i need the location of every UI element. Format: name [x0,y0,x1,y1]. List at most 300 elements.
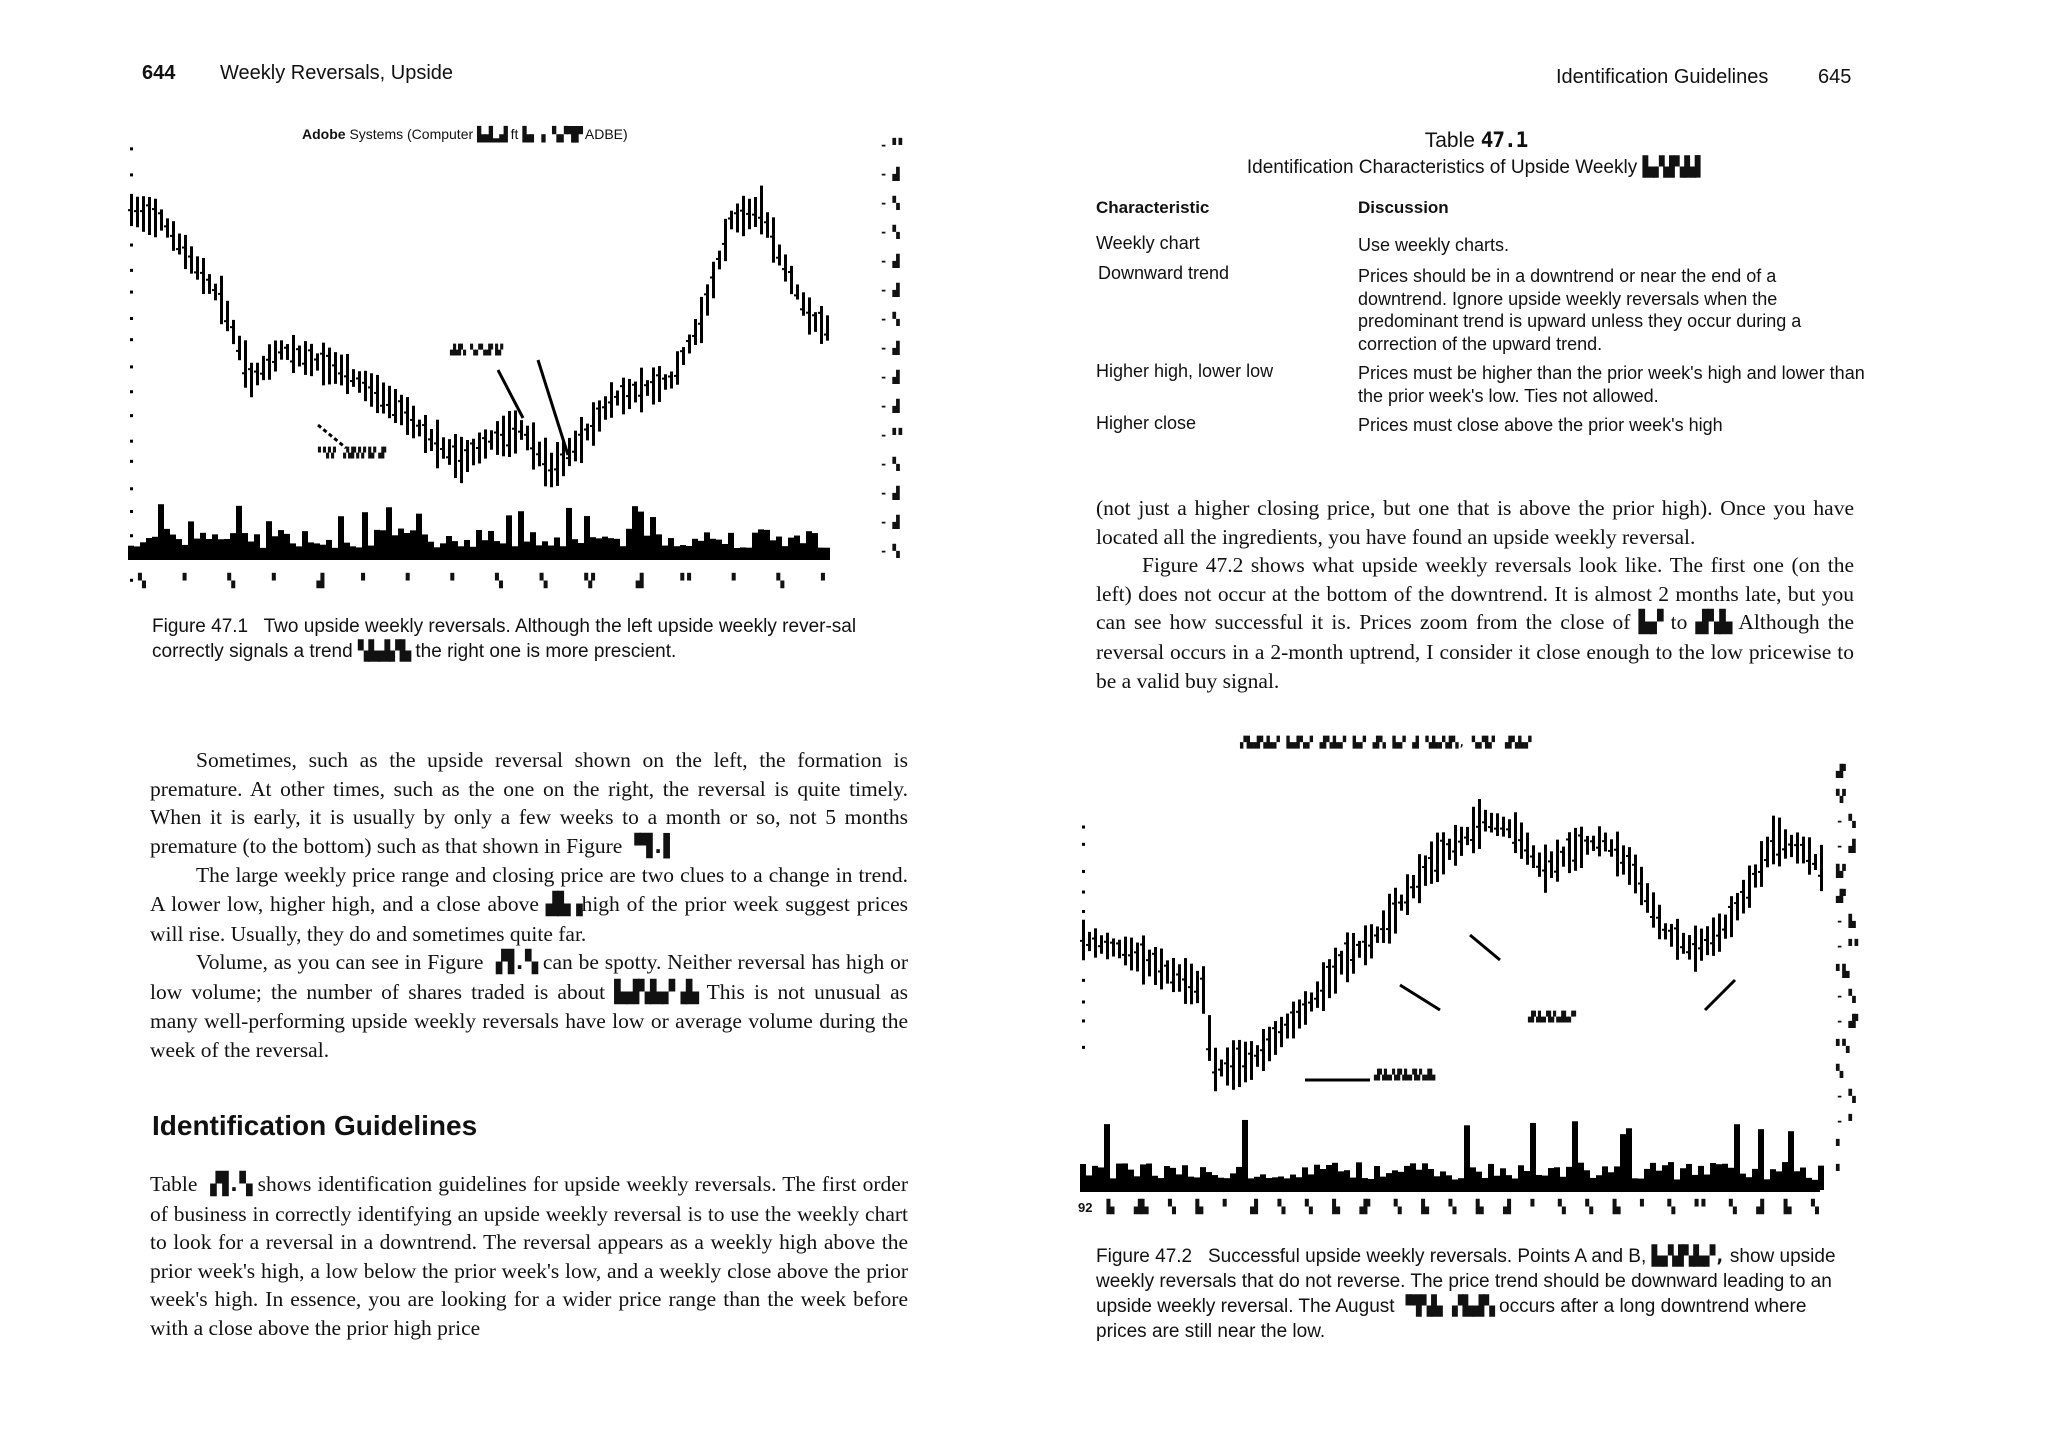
price-bar [310,344,313,376]
price-bar [736,204,739,233]
price-bar [1436,833,1439,882]
price-bar [328,348,331,385]
x-axis-tick-label: ▚ [138,574,145,589]
price-tick [650,381,653,383]
price-bar [1730,896,1733,937]
price-bar [1394,888,1397,934]
price-bar [1124,937,1127,966]
price-bar [1490,813,1493,833]
price-tick [1140,943,1143,945]
price-bar [682,347,685,365]
axis-dot [130,390,133,393]
price-tick [218,293,221,295]
axis-tick-label: - ▚ [1836,814,1855,828]
price-bar [1580,827,1583,868]
axis-dot [130,534,133,537]
price-tick [1728,906,1731,908]
price-bar [1166,960,1169,983]
price-bar [244,340,247,387]
price-bar [1820,845,1823,891]
price-bar [628,379,631,409]
price-tick [1368,945,1371,947]
paragraph-3: Volume, as you can see in Figure ▗▜.▚ can be spotty. Neither reversal has high or low volume; the number of shares traded is about ▙▟▚▙▞▗▙ This is not unusual as many well-performing upside weekly reversals have low or average volume during the week of the reversal. [150,950,908,1062]
price-tick [1536,866,1539,868]
x-axis-tick-label: ▚ [776,574,784,589]
price-bar [1484,810,1487,832]
price-bar [670,372,673,389]
volume-bar [1104,1124,1110,1190]
price-bar [1700,929,1703,961]
price-tick [236,350,239,352]
price-bar [148,197,151,235]
price-tick [320,353,323,355]
price-bar [652,367,655,404]
price-bar [1406,874,1409,915]
price-bar [370,373,373,406]
price-bar [1334,948,1337,994]
axis-tick-label: ▚ [1836,1064,1843,1078]
price-tick [386,404,389,406]
price-tick [572,451,575,453]
price-tick [764,221,767,223]
price-bar [1550,851,1553,878]
price-bar [1106,933,1109,960]
axis-dot [130,147,133,150]
price-tick [782,268,785,270]
price-bar [1562,847,1565,867]
x-axis-tick-label: ▘ [1639,1200,1647,1215]
x-axis-tick-label: ▘ [361,574,368,589]
price-tick [758,217,761,219]
price-tick [416,425,419,427]
price-tick [1818,875,1821,877]
price-tick [398,400,401,402]
price-tick [626,395,629,397]
price-bar [1760,841,1763,887]
price-tick [806,312,809,314]
price-tick [566,457,569,459]
price-tick [1530,856,1533,858]
axis-tick-label: ▘ [1836,1139,1843,1153]
price-tick [704,293,707,295]
price-tick [1794,844,1797,846]
volume-bar [158,504,164,560]
price-bar [454,434,457,478]
table-col-header-1: Characteristic [1096,198,1210,217]
axis-tick-label: ▙▘ [1836,864,1849,878]
axis-tick-label: - ▚ [880,225,899,239]
figure1-x-axis [138,574,828,589]
price-bar [1808,837,1811,874]
price-bar [250,363,253,397]
price-tick [1452,850,1455,852]
price-tick [500,434,503,436]
table-col-header-2: Discussion [1358,198,1449,217]
price-bar [1502,817,1505,837]
x-axis-tick-label: ▙ [1106,1200,1114,1215]
price-tick [1524,849,1527,851]
price-bar [1718,914,1721,952]
price-tick [1320,990,1323,992]
price-tick [1242,1065,1245,1067]
x-axis-tick-label: ▙ [1783,1200,1791,1215]
price-bar [724,219,727,261]
price-tick [1386,928,1389,930]
paragraph-2: The large weekly price range and closing price are two clues to a change in trend. A lower low, higher high, and a close above ▟▙▗high of the prior week suggest prices will rise. Usually, they do and sometimes quite far. [150,863,908,946]
axis-tick-label: - ▙ [1836,914,1855,928]
price-tick [1806,860,1809,862]
price-tick [602,406,605,408]
price-tick [530,447,533,449]
price-tick [1674,927,1677,929]
price-bar [1454,825,1457,866]
price-tick [458,460,461,462]
price-bar [1586,836,1589,855]
price-bar [754,197,757,227]
price-bar [1724,915,1727,939]
price-tick [266,359,269,361]
price-bar [1322,962,1325,1011]
price-bar [700,297,703,343]
price-tick [794,294,797,296]
price-bar [1478,799,1481,849]
price-tick [1434,870,1437,872]
axis-tick-label: ▘▙ [1836,964,1849,978]
x-axis-tick-label: ▙ [1612,1200,1620,1215]
table-row-1-char: Weekly chart [1096,233,1200,253]
price-bar [1544,845,1547,893]
price-tick [344,375,347,377]
figure1-annotation-right: ▟▟▚ ▚▞▚▟▘▙▘ [450,345,506,356]
price-tick [1128,954,1131,956]
right-body [1096,494,1854,695]
price-bar [1298,999,1301,1028]
price-tick [1566,838,1569,840]
price-bar [1568,832,1571,873]
axis-dot [130,440,133,443]
price-tick [608,401,611,403]
price-bar [1670,924,1673,947]
axis-tick-label: - ▟ [880,254,899,268]
price-bar [514,410,517,453]
x-axis-tick-label: ▘▘ [680,574,694,589]
x-axis-tick-label: ▘ [405,574,413,589]
price-bar [1742,880,1745,914]
price-tick [656,374,659,376]
price-tick [734,212,737,214]
price-tick [1248,1053,1251,1055]
price-tick [194,271,197,273]
axis-dot [130,338,133,341]
price-bar [1634,855,1637,894]
price-tick [1176,973,1179,975]
price-bar [1526,833,1529,865]
figure2-annotation-right: ▟▚▙▞▙▚▟▙▞▘ [1528,1012,1579,1023]
x-axis-tick-label: ▚ [1557,1200,1565,1215]
paragraph-right-1: (not just a higher closing price, but one that is above the prior high). Once you have located all the ingredients, you have found an upside weekly reversal. [1096,496,1854,549]
price-tick [1512,842,1515,844]
price-tick [662,378,665,380]
price-tick [1764,859,1767,861]
axis-dot [130,414,133,417]
price-tick [1170,981,1173,983]
x-axis-tick-label: ▘ [1530,1200,1538,1215]
price-bar [1382,910,1385,943]
price-tick [788,271,791,273]
price-tick [368,386,371,388]
price-bar [1712,917,1715,955]
price-tick [1656,917,1659,919]
price-bar [1688,935,1691,960]
price-tick [488,441,491,443]
price-tick [1488,826,1491,828]
price-tick [1080,940,1083,942]
price-bar [466,440,469,472]
price-tick [584,429,587,431]
price-bar [1274,1021,1277,1055]
axis-tick-label: - ▘▘ [1836,939,1861,953]
price-tick [170,235,173,237]
axis-dot [1082,843,1085,846]
x-axis-tick-label: ▚ [1810,1200,1818,1215]
axis-tick-label: - ▟ [880,515,899,529]
axis-dot [130,365,133,368]
price-tick [374,392,377,394]
price-tick [452,445,455,447]
price-tick [338,372,341,374]
price-bar [718,251,721,270]
price-tick [1404,901,1407,903]
x-axis-tick-label: ▙ [1195,1200,1203,1215]
price-tick [1122,954,1125,956]
price-bar [1736,893,1739,920]
axis-dot [1082,1046,1085,1049]
price-bar [1694,926,1697,972]
price-tick [1458,841,1461,843]
volume-baseline [1080,1184,1820,1192]
price-tick [1410,886,1413,888]
price-tick [1362,941,1365,943]
price-tick [1650,916,1653,918]
price-bar [1640,867,1643,905]
price-tick [1686,951,1689,953]
price-bar [826,315,829,340]
price-tick [800,308,803,310]
volume-bar [1788,1131,1794,1190]
price-bar [1418,854,1421,903]
price-bar [1388,894,1391,944]
price-bar [598,400,601,431]
price-tick [644,384,647,386]
price-tick [1158,970,1161,972]
price-tick [1596,847,1599,849]
price-tick [1782,848,1785,850]
price-bar [586,424,589,441]
price-bar [1346,932,1349,982]
x-axis-tick-label: ▟ [1250,1200,1257,1215]
page-number-right: 645 [1818,66,1852,88]
price-bar [1148,950,1151,977]
axis-tick-label: - ▚ [880,312,899,326]
table-row-4-disc: Prices must close above the prior week's high [1358,415,1723,435]
x-axis-tick-label: ▚ [227,574,235,589]
price-bar [292,335,295,373]
price-bar [1748,866,1751,908]
price-tick [1098,945,1101,947]
x-axis-tick-label: ▟▙ [1133,1200,1148,1215]
price-tick [1644,900,1647,902]
x-axis-tick-label: ▟▘ [1359,1200,1374,1215]
price-bar [1496,813,1499,836]
price-bar [1196,971,1199,1003]
price-bar [1238,1040,1241,1087]
price-tick [1218,1069,1221,1071]
price-tick [446,456,449,458]
price-bar [214,284,217,301]
price-tick [1086,944,1089,946]
price-tick [698,323,701,325]
price-tick [1560,851,1563,853]
price-bar [1796,832,1799,863]
volume-bar [1242,1120,1248,1190]
price-bar [274,341,277,372]
price-bar [1364,925,1367,965]
price-bar [712,262,715,299]
price-bar [1226,1047,1229,1085]
figure1-caption: Figure 47.1 Two upside weekly reversals. Although the left upside weekly rever-sal correctly signals a trend ▚▙▟▞▙ the right one is more prescient. [152,616,857,662]
price-tick [1344,942,1347,944]
price-tick [1704,939,1707,941]
price-bar [580,417,583,463]
x-axis-tick-label: ▚▘ [584,574,598,589]
price-tick [1416,886,1419,888]
price-tick [230,326,233,328]
price-bar [1268,1027,1271,1061]
price-tick [176,248,179,250]
price-tick [1614,849,1617,851]
price-tick [1374,934,1377,936]
price-tick [200,272,203,274]
price-tick [476,447,479,449]
price-tick [1092,938,1095,940]
price-tick [590,425,593,427]
x-axis-tick-label: ▙ [1421,1200,1428,1215]
price-tick [710,276,713,278]
price-tick [548,469,551,471]
price-tick [680,350,683,352]
figure2-title: ▞▙▟▚▙▞ ▙▟▚▞ ▟▚▙▞ ▙▞ ▟▚ ▙▞ ▟ ▚▙▞▟▚, ▚▞▙▘ ▟▚▙▞ [1240,736,1532,749]
table-title: Table 47.1 [1424,128,1528,152]
table-row-2-disc: Prices should be in a downtrend or near the end of a downtrend. Ignore upside weekly reversals when the predominant trend is upward unless they occur during a correction of the upward trend. [1358,266,1802,354]
price-tick [1236,1048,1239,1050]
axis-tick-label: - ▚ [1836,1089,1855,1103]
price-bar [1676,919,1679,960]
price-bar [418,420,421,437]
price-tick [1602,840,1605,842]
price-bar [1754,864,1757,887]
price-bar [1100,935,1103,954]
table-row-2-char: Downward trend [1098,263,1230,283]
axis-tick-label: - ▘ [1836,1114,1855,1128]
price-tick [1422,866,1425,868]
price-bar [220,276,223,324]
price-tick [770,236,773,238]
price-tick [146,204,149,206]
axis-dot [130,579,133,582]
price-bar [1250,1041,1253,1080]
price-tick [302,363,305,365]
axis-tick-label: - ▟▘ [1836,1014,1861,1028]
price-tick [1272,1027,1275,1029]
price-bar [268,344,271,380]
price-tick [1680,946,1683,948]
price-bar [226,301,229,331]
price-tick [512,428,515,430]
price-bar [1304,991,1307,1025]
price-tick [1146,959,1149,961]
price-tick [746,213,749,215]
price-bar [364,371,367,401]
price-bar [424,415,427,453]
price-bar [796,284,799,299]
volume-baseline [128,552,828,560]
figure2-chart [1080,760,1880,1200]
axis-tick-label: - ▟ [880,486,899,500]
axis-dot [130,173,133,176]
table-row-4-char: Higher close [1096,413,1197,433]
price-tick [620,385,623,387]
price-bar [190,246,193,273]
price-tick [284,347,287,349]
x-axis-tick-label: ▚ [1277,1200,1285,1215]
price-bar [1766,837,1769,868]
price-bar [262,356,265,380]
price-tick [1632,864,1635,866]
price-tick [392,414,395,416]
price-tick [722,243,725,245]
paragraph-4: Table ▗▜.▚ shows identification guidelines for upside weekly reversals. The first order of business in correctly identifying an upside weekly reversal is to use the weekly chart to look for a reversal in a downtrend. The reversal appears as a weekly high above the prior week's high, a low below the prior week's low, and a weekly close above the prior week's high. In essence, you are looking for a wider price range than the week before with a close above the prior high price [150,1172,908,1340]
price-tick [1548,860,1551,862]
price-bar [352,369,355,387]
price-bar [442,437,445,458]
price-tick [1734,902,1737,904]
price-tick [350,380,353,382]
price-tick [1428,857,1431,859]
figure2-caption: Figure 47.2 Successful upside weekly reversals. Points A and B, ▙▞▟▚▙▞, show upside weekly reversals that do not reverse. The price trend should be downward leading to an upside weekly reversal. The August ▝▜▚▙ ▞▙▟▚ occurs after a long downtrend where prices are still near the low. [1096,1245,1836,1342]
price-tick [578,434,581,436]
price-bar [802,292,805,315]
price-bar [676,351,679,384]
axis-dot [130,487,133,490]
price-tick [1770,840,1773,842]
axis-tick-label: - ▟ [880,167,899,181]
price-tick [308,349,311,351]
figure2-annotation-lines [1305,935,1735,1080]
price-bar [1466,827,1469,845]
price-tick [1542,870,1545,872]
volume-bar [632,506,638,560]
axis-tick-label: - ▟ [1836,839,1855,853]
table-row-3-char: Higher high, lower low [1096,361,1274,381]
price-tick [1338,954,1341,956]
price-tick [1518,839,1521,841]
price-tick [1740,891,1743,893]
axis-dot [130,317,133,320]
price-bar [544,438,547,487]
price-tick [674,375,677,377]
axis-tick-label: ▘ [1836,1164,1843,1178]
price-tick [1722,929,1725,931]
